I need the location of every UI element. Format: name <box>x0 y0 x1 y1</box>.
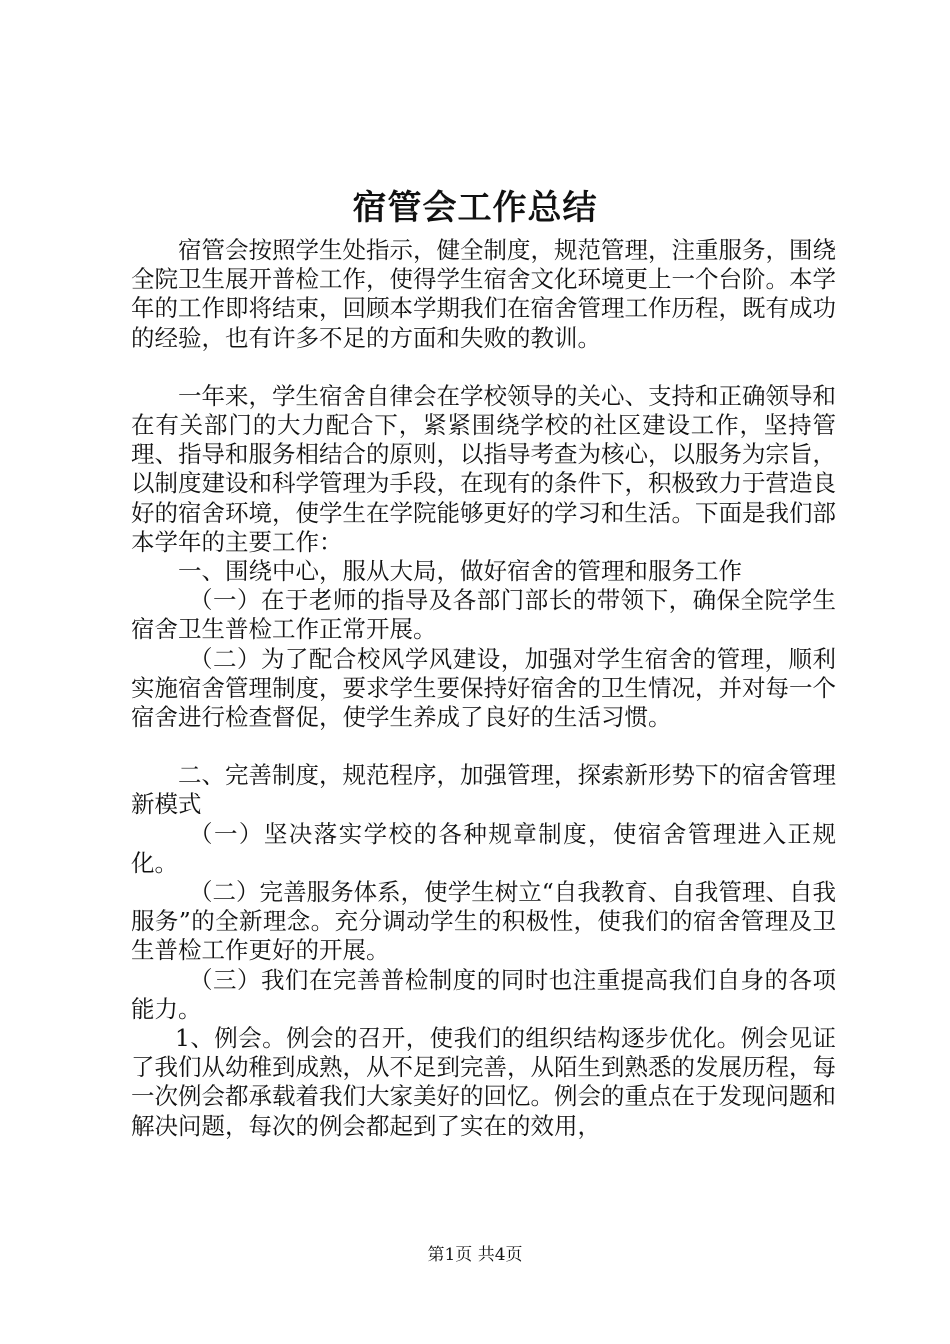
paragraph-intro: 宿管会按照学生处指示，健全制度，规范管理，注重服务，围绕全院卫生展开普检工作，使得学生宿舍文化环境更上一个台阶。本学年的工作即将结束，回顾本学期我们在宿舍管理工作历程，既有成功的经验，也有许多不足的方面和失败的教训。 <box>131 236 836 352</box>
page-footer: 第1页 共4页 <box>427 1245 523 1265</box>
paragraph-gap <box>131 732 836 761</box>
document-body <box>131 236 836 1141</box>
numbered-item-1: 1、例会。例会的召开，使我们的组织结构逐步优化。例会见证了我们从幼稚到成熟，从不足到完善，从陌生到熟悉的发展历程，每一次例会都承载着我们大家美好的回忆。例会的重点在于发现问题和解决问题，每次的例会都起到了实在的效用， <box>131 1024 836 1140</box>
paragraph-gap <box>131 353 836 382</box>
section-heading-2: 二、完善制度，规范程序，加强管理，探索新形势下的宿舍管理新模式 <box>131 761 836 819</box>
subsection-2-2: （二）完善服务体系，使学生树立“自我教育、自我管理、自我服务”的全新理念。充分调动学生的积极性，使我们的宿舍管理及卫生普检工作更好的开展。 <box>131 878 836 965</box>
subsection-2-3: （三）我们在完善普检制度的同时也注重提高我们自身的各项能力。 <box>131 965 836 1023</box>
document-title: 宿管会工作总结 <box>352 188 598 228</box>
subsection-1-2: （二）为了配合校风学风建设，加强对学生宿舍的管理，顺利实施宿舍管理制度，要求学生要保持好宿舍的卫生情况，并对每一个宿舍进行检查督促，使学生养成了良好的生活习惯。 <box>131 644 836 732</box>
subsection-1-1: （一）在于老师的指导及各部门部长的带领下，确保全院学生宿舍卫生普检工作正常开展。 <box>131 586 836 644</box>
section-heading-1: 一、围绕中心，服从大局，做好宿舍的管理和服务工作 <box>178 557 742 586</box>
subsection-2-1: （一）坚决落实学校的各种规章制度，使宿舍管理进入正规化。 <box>131 819 836 877</box>
paragraph-overview: 一年来，学生宿舍自律会在学校领导的关心、支持和正确领导和在有关部门的大力配合下，紧紧围绕学校的社区建设工作，坚持管理、指导和服务相结合的原则，以指导考查为核心，以服务为宗旨，以制度建设和科学管理为手段，在现有的条件下，积极致力于营造良好的宿舍环境，使学生在学院能够更好的学习和生活。下面是我们部本学年的主要工作： <box>131 381 836 556</box>
